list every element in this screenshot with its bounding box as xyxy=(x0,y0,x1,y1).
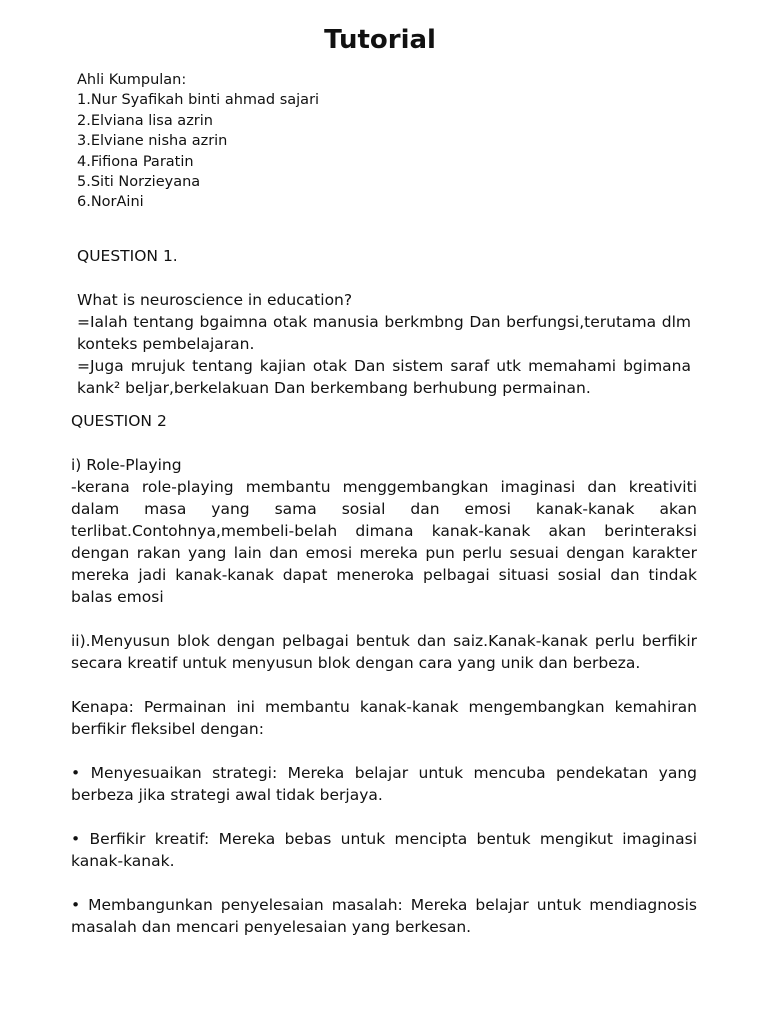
bullet-item: • Membangunkan penyelesaian masalah: Mereka belajar untuk mendiagnosis masalah dan mencari penyelesaian yang berkesan. xyxy=(71,896,697,936)
member-item: 4.Fifiona Paratin xyxy=(77,153,194,170)
question-1-answer: =Ialah tentang bgaimna otak manusia berkmbng Dan berfungsi,terutama dlm konteks pembelajaran. xyxy=(77,313,691,353)
group-members xyxy=(77,70,697,213)
question-1-text: What is neuroscience in education? xyxy=(77,291,353,309)
question-1-section xyxy=(77,245,691,399)
bullet-item: • Menyesuaikan strategi: Mereka belajar untuk mencuba pendekatan yang berbeza jika strategi awal tidak berjaya. xyxy=(71,764,697,804)
question-2-section xyxy=(71,410,697,938)
member-item: 5.Siti Norzieyana xyxy=(77,174,201,191)
role-playing-text: -kerana role-playing membantu menggembangkan imaginasi dan kreativiti dalam masa yang sama sosial dan emosi kanak-kanak akan terlibat.Contohnya,membeli-belah dimana kanak-kanak akan berinteraksi dengan rakan yang lain dan emosi mereka pun perlu sesuai dengan karakter mereka jadi kanak-kanak dapat meneroka pelbagai situasi sosial dan tindak balas emosi xyxy=(71,478,697,606)
bullet-item: • Berfikir kreatif: Mereka bebas untuk mencipta bentuk mengikut imaginasi kanak-kanak. xyxy=(71,830,697,870)
member-item: 3.Elviane nisha azrin xyxy=(77,133,228,150)
question-1-answer: =Juga mrujuk tentang kajian otak Dan sistem saraf utk memahami bgimana kank² beljar,berkelakuan Dan berkembang berhubung permainan. xyxy=(77,357,691,397)
members-heading: Ahli Kumpulan: xyxy=(77,72,187,88)
member-item: 1.Nur Syafikah binti ahmad sajari xyxy=(77,92,320,109)
reason-text: Kenapa: Permainan ini membantu kanak-kanak mengembangkan kemahiran berfikir fleksibel dengan: xyxy=(71,698,697,738)
role-playing-title: i) Role-Playing xyxy=(71,456,182,474)
question-1-heading: QUESTION 1. xyxy=(77,247,178,265)
member-item: 6.NorAini xyxy=(77,194,144,211)
block-building-text: ii).Menyusun blok dengan pelbagai bentuk dan saiz.Kanak-kanak perlu berfikir secara kreatif untuk menyusun blok dengan cara yang unik dan berbeza. xyxy=(71,632,697,672)
question-2-heading: QUESTION 2 xyxy=(71,412,167,430)
member-item: 2.Elviana lisa azrin xyxy=(77,112,213,129)
document-title: Tutorial xyxy=(324,25,436,55)
